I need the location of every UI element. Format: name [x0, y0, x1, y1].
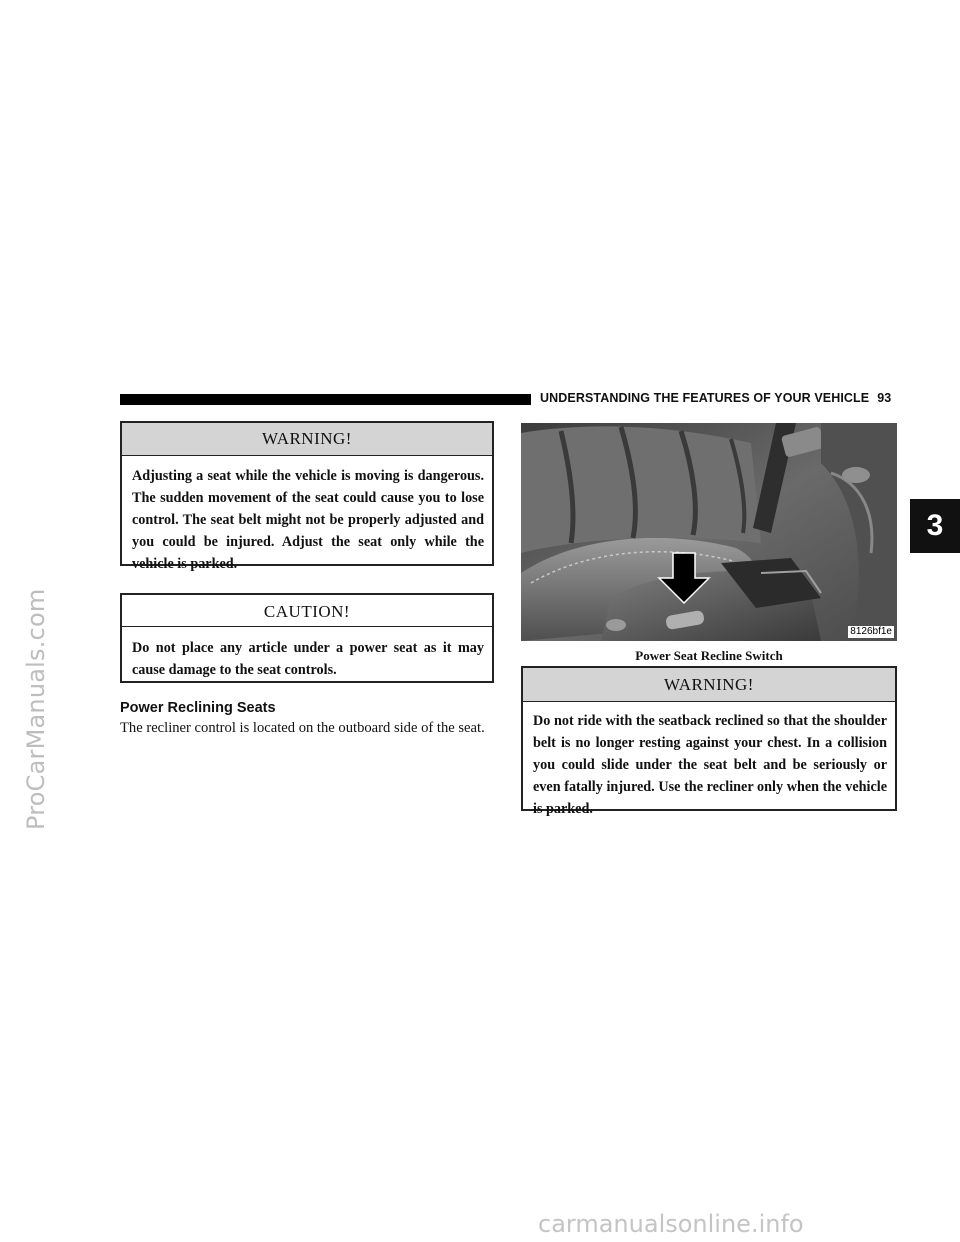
caution-text: Do not place any article under a power seat as it may cause damage to the seat controls.: [132, 640, 484, 678]
seat-recline-switch-photo: [521, 423, 897, 641]
header-title: UNDERSTANDING THE FEATURES OF YOUR VEHICLE: [540, 391, 870, 405]
warning-title: WARNING!: [122, 423, 492, 456]
figure-code: 8126bf1e: [850, 626, 892, 637]
header-rule: [120, 394, 531, 405]
warning-text: Do not ride with the seatback reclined so that the shoulder belt is no longer resting against your chest. In a collision you could slide under the seat belt and be seriously or even fatally injured. Use the recliner only when the vehicle is parked.: [533, 713, 887, 817]
seat-photo-illustration: [521, 423, 897, 641]
page-number: 93: [877, 391, 892, 405]
side-watermark: ProCarManuals.com: [22, 588, 50, 830]
running-header: [540, 391, 891, 405]
chapter-tab[interactable]: 3: [910, 499, 960, 553]
warning-title: WARNING!: [523, 668, 895, 702]
bottom-watermark: carmanualsonline.info: [538, 1210, 804, 1238]
caution-box-power-seat: [120, 593, 494, 683]
warning-text: Adjusting a seat while the vehicle is moving is dangerous. The sudden movement of the seat could cause you to lose control. The seat belt might not be properly adjusted and you could be injured. Adjust the seat only while the vehicle is parked.: [132, 468, 484, 572]
warning-box-recline: [521, 666, 897, 817]
warning-box-seat-adjust: [120, 421, 494, 572]
caution-title: CAUTION!: [122, 595, 492, 627]
figure-caption: Power Seat Recline Switch: [635, 648, 783, 663]
section-body: The recliner control is located on the outboard side of the seat.: [120, 720, 485, 736]
section-heading: Power Reclining Seats: [120, 700, 276, 716]
